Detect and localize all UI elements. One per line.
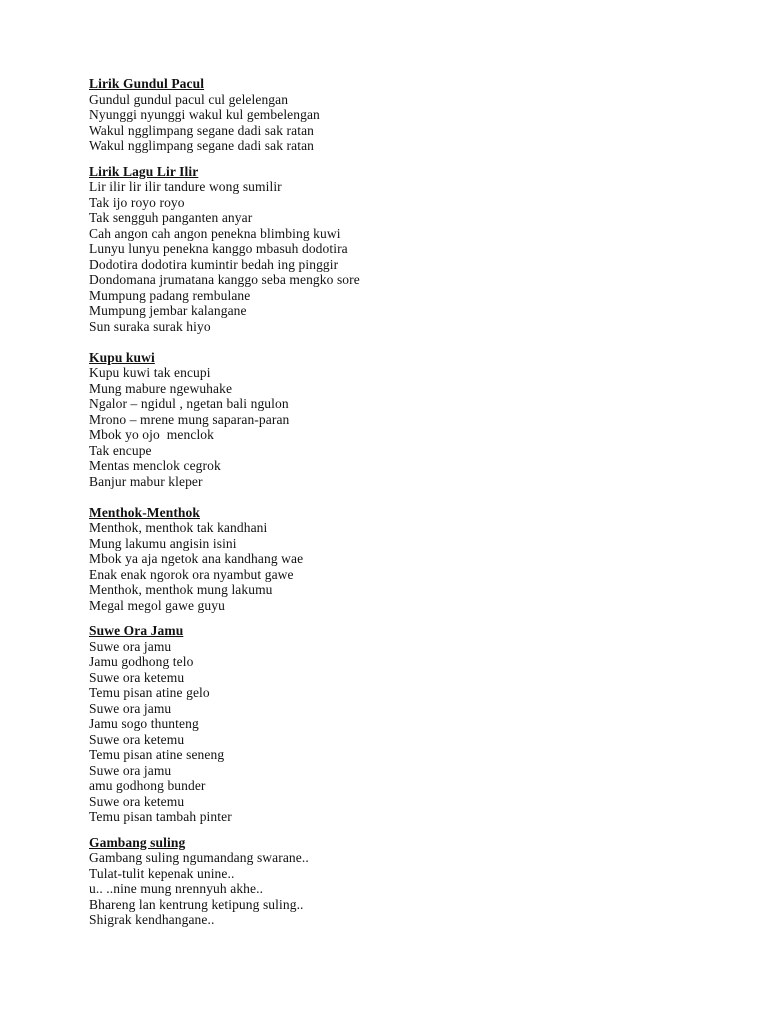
lyric-line: Ngalor – ngidul , ngetan bali ngulon bbox=[89, 396, 289, 411]
lyric-line: Suwe ora jamu bbox=[89, 762, 172, 778]
lyric-line: amu godhong bunder bbox=[89, 778, 206, 793]
document-page bbox=[89, 76, 729, 928]
lyric-line: Mbok yo ojo menclok bbox=[89, 427, 214, 442]
lyric-line: Shigrak kendhangane.. bbox=[89, 912, 215, 927]
song-title: Suwe Ora Jamu bbox=[89, 623, 184, 638]
lyric-line: Temu pisan atine gelo bbox=[89, 685, 210, 700]
lyric-line: Mrono – mrene mung saparan-paran bbox=[89, 411, 290, 427]
lyric-line: Mumpung jembar kalangane bbox=[89, 303, 247, 318]
lyric-line: Mung mabure ngewuhake bbox=[89, 380, 233, 396]
lyric-line: Suwe ora ketemu bbox=[89, 731, 185, 747]
lyric-line: u.. ..nine mung nrennyuh akhe.. bbox=[89, 881, 264, 896]
lyric-line: Cah angon cah angon penekna blimbing kuwi bbox=[89, 225, 341, 241]
song-title: Gambang suling bbox=[89, 834, 186, 850]
lyric-line: Tak encupe bbox=[89, 442, 152, 458]
song-menthok-menthok bbox=[89, 505, 729, 614]
song-gambang-suling bbox=[89, 835, 729, 928]
lyric-line: Mung lakumu angisin isini bbox=[89, 535, 237, 551]
lyric-line: Banjur mabur kleper bbox=[89, 473, 203, 489]
lyric-line: Mbok ya aja ngetok ana kandhang wae bbox=[89, 551, 304, 566]
song-lir-ilir bbox=[89, 164, 729, 335]
lyric-line: Suwe ora ketemu bbox=[89, 793, 185, 809]
lyric-line: Tak ijo royo royo bbox=[89, 194, 185, 210]
song-suwe-ora-jamu bbox=[89, 623, 729, 825]
lyric-line: Jamu sogo thunteng bbox=[89, 716, 199, 731]
lyric-line: Suwe ora ketemu bbox=[89, 669, 185, 685]
song-gundul-pacul bbox=[89, 76, 729, 154]
song-title: Lirik Lagu Lir Ilir bbox=[89, 163, 199, 179]
lyric-line: Sun suraka surak hiyo bbox=[89, 318, 211, 334]
lyric-line: Suwe ora jamu bbox=[89, 700, 172, 716]
lyric-line: Tulat-tulit kepenak unine.. bbox=[89, 865, 235, 881]
lyric-line: Lunyu lunyu penekna kanggo mbasuh dodotira bbox=[89, 241, 348, 256]
lyric-line: Enak enak ngorok ora nyambut gawe bbox=[89, 566, 294, 582]
lyric-line: Mumpung padang rembulane bbox=[89, 287, 251, 303]
lyric-line: Lir ilir lir ilir tandure wong sumilir bbox=[89, 179, 282, 194]
song-kupu-kuwi bbox=[89, 350, 729, 490]
lyric-line: Nyunggi nyunggi wakul kul gembelengan bbox=[89, 107, 320, 122]
lyric-line: Bhareng lan kentrung ketipung suling.. bbox=[89, 896, 304, 912]
lyric-line: Tak sengguh panganten anyar bbox=[89, 210, 253, 225]
lyric-line: Jamu godhong telo bbox=[89, 654, 194, 669]
lyric-line: Dodotira dodotira kumintir bedah ing pinggir bbox=[89, 256, 339, 272]
lyric-line: Wakul ngglimpang segane dadi sak ratan bbox=[89, 122, 315, 138]
lyric-line: Megal megol gawe guyu bbox=[89, 597, 225, 613]
lyric-line: Gundul gundul pacul cul gelelengan bbox=[89, 91, 289, 107]
lyric-line: Suwe ora jamu bbox=[89, 638, 172, 654]
lyric-line: Gambang suling ngumandang swarane.. bbox=[89, 850, 309, 865]
song-title: Lirik Gundul Pacul bbox=[89, 76, 205, 91]
lyric-line: Dondomana jrumatana kanggo seba mengko sore bbox=[89, 272, 360, 287]
song-title: Kupu kuwi bbox=[89, 349, 155, 365]
lyric-line: Mentas menclok cegrok bbox=[89, 458, 221, 473]
lyric-line: Kupu kuwi tak encupi bbox=[89, 365, 211, 380]
lyric-line: Wakul ngglimpang segane dadi sak ratan bbox=[89, 138, 315, 153]
song-title: Menthok-Menthok bbox=[89, 504, 201, 520]
lyric-line: Temu pisan atine seneng bbox=[89, 747, 225, 762]
lyric-line: Menthok, menthok tak kandhani bbox=[89, 520, 268, 535]
lyric-line: Temu pisan tambah pinter bbox=[89, 809, 232, 824]
lyric-line: Menthok, menthok mung lakumu bbox=[89, 582, 273, 597]
